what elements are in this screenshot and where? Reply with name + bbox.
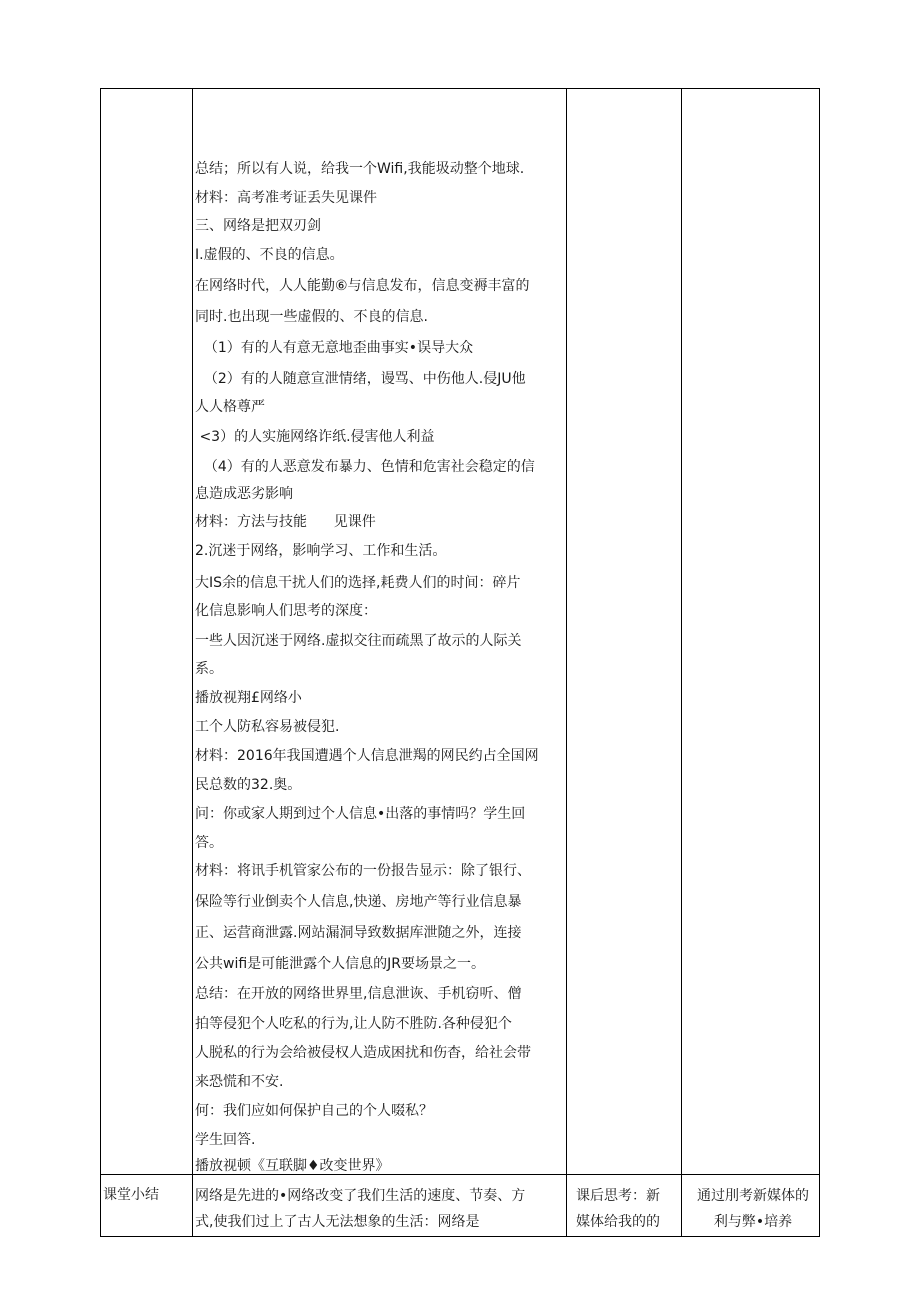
content-line: 息造成恶劣影响 xyxy=(195,486,293,502)
table-left-border xyxy=(100,88,101,1237)
after-class-thinking-cell xyxy=(576,1183,676,1235)
content-line: （4）有的人恶意发布暴力、色情和危害社会稳定的信 xyxy=(195,459,535,475)
content-line: 材料：高考准考证丢失见课件 xyxy=(195,190,377,206)
column-divider-2 xyxy=(566,88,567,1237)
content-line: 总结：在开放的网络世界里,信息泄诙、手机窃听、僧 xyxy=(195,986,522,1002)
summary-content-cell xyxy=(195,1183,567,1235)
content-line: I.虚假的、不良的信息。 xyxy=(195,247,344,263)
content-line: 正、运营商泄露.网站漏洞导致数据库泄随之外，连接 xyxy=(195,925,522,941)
content-line: 人脱私的行为会给被侵权人造成困扰和伤杳，给社会带 xyxy=(195,1045,531,1061)
content-line: （1）有的人有意无意地歪曲事实•误导大众 xyxy=(195,340,474,356)
table-top-border xyxy=(100,88,819,89)
content-line: 播放视翔£网络小 xyxy=(195,690,302,706)
content-line: （2）有的人随意宣泄情绪，谩骂、中伤他人.侵JU他 xyxy=(195,371,526,387)
content-line: 工个人防私容易被侵犯. xyxy=(195,719,340,735)
content-line: 材料：2016年我国遭遇个人信息泄羯的网民约占全国网 xyxy=(195,748,539,764)
content-line: 民总数的32.奥。 xyxy=(195,777,302,793)
content-line: 播放视顿《互联脚♦改变世界》 xyxy=(195,1158,390,1174)
content-line: 材料：方法与技能 见课件 xyxy=(195,514,376,530)
summary-content-line: 网络是先进的•网络改变了我们生活的速度、节奏、方 xyxy=(195,1188,526,1204)
content-line: 系。 xyxy=(195,661,223,677)
summary-row-bottom-border xyxy=(100,1236,819,1237)
content-line: 一些人因沉迷于网络.虚拟交往而疏黑了故示的人际关 xyxy=(195,633,522,649)
content-line: 总结；所以有人说，给我一个Wifi,我能圾动整个地球. xyxy=(195,161,525,177)
summary-content-line: 式,使我们过上了古人无法想象的生活：网络是 xyxy=(195,1214,480,1230)
content-line: 公共wifi是可能泄露个人信息的JR要场景之一。 xyxy=(195,956,486,972)
column-divider-1 xyxy=(192,88,193,1237)
content-line: 学生回答. xyxy=(195,1132,256,1148)
content-line: <3）的人实施网络诈纸.侵害他人利益 xyxy=(195,429,435,445)
content-line: 问：你或家人期到过个人信息•出落的事情吗？学生回 xyxy=(195,806,526,822)
goal-line: 通过刖考新媒体的 xyxy=(697,1188,809,1204)
content-line: 同时.也出现一些虚假的、不良的信息. xyxy=(195,309,428,325)
column-divider-3 xyxy=(681,88,682,1237)
goal-line: 利与弊•培养 xyxy=(713,1214,793,1230)
content-line: 在网络时代，人人能勤⑥与信息发布，信息变褥丰富的 xyxy=(195,278,530,294)
teaching-goal-cell xyxy=(688,1183,818,1235)
content-line: 三、网络是把双刃剑 xyxy=(195,218,321,234)
content-line: 保险等行业倒卖个人信息,快递、房地产等行业信息暴 xyxy=(195,894,522,910)
content-line: 2.沉迷于网络，影响学习、工作和生活。 xyxy=(195,543,447,559)
content-line: 答。 xyxy=(195,835,223,851)
thinking-line: 课后思考：新 xyxy=(576,1188,660,1204)
table-right-border xyxy=(819,88,820,1237)
content-line: 何：我们应如何保护自己的个人啜私？ xyxy=(195,1103,433,1119)
content-line: 化信息影响人们思考的深度： xyxy=(195,603,377,619)
content-line: 材料：将讯手机管家公布的一份报告显示：除了银行、 xyxy=(195,863,531,879)
summary-row-label: 课堂小结 xyxy=(103,1187,159,1203)
content-line: 大IS余的信息干扰人们的选择,耗费人们的时间：碎片 xyxy=(195,575,521,591)
content-line: 来恐慌和不安. xyxy=(195,1074,284,1090)
content-line: 拍等侵犯个人吃私的行为,让人防不胜防.各种侵犯个 xyxy=(195,1016,512,1032)
content-line: 人人格尊严 xyxy=(195,399,265,415)
thinking-line: 媒体给我的的 xyxy=(576,1214,660,1230)
